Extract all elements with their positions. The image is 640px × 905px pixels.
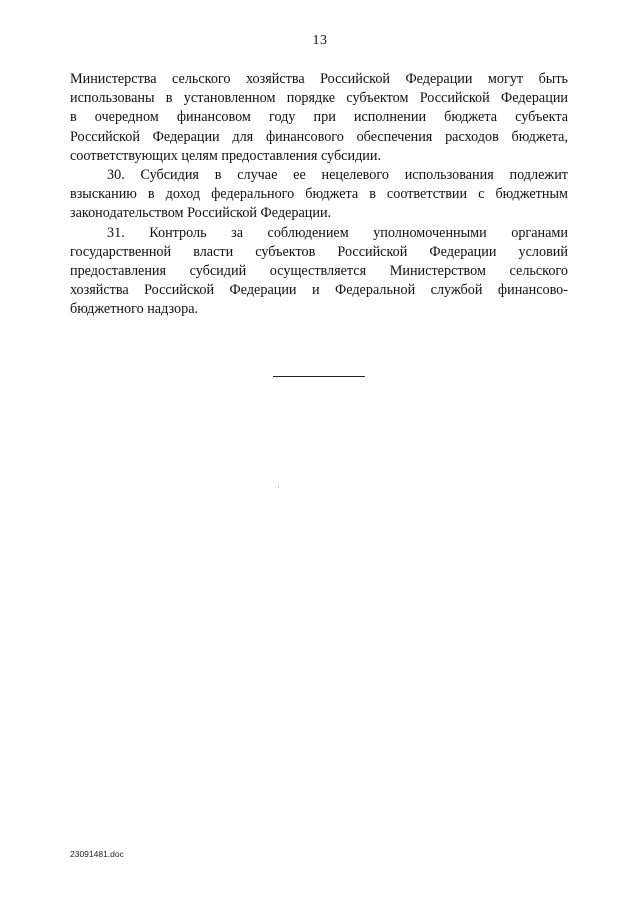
end-separator-line xyxy=(273,376,365,377)
text-line: 31. Контроль за соблюдением уполномоченными органами xyxy=(107,224,568,241)
paragraph-30 xyxy=(70,166,568,224)
text-line: Российской Федерации для финансового обеспечения расходов бюджета, xyxy=(70,128,568,145)
footer-file-code: 23091481.doc xyxy=(70,849,124,859)
text-line: бюджетного надзора. xyxy=(70,301,199,318)
text-line: предоставления субсидий осуществляется Министерством сельского xyxy=(70,262,568,279)
scan-speck xyxy=(278,486,279,488)
text-line: законодательством Российской Федерации. xyxy=(70,205,332,222)
text-line: государственной власти субъектов Российской Федерации условий xyxy=(70,243,568,260)
document-body xyxy=(70,70,568,319)
page-number: 13 xyxy=(312,33,328,48)
text-line: взысканию в доход федерального бюджета в соответствии с бюджетным xyxy=(70,186,568,203)
text-line: использованы в установленном порядке субъектом Российской Федерации xyxy=(70,90,568,107)
text-line: соответствующих целям предоставления субсидии. xyxy=(70,147,382,164)
text-line: в очередном финансовом году при исполнении бюджета субъекта xyxy=(70,109,568,126)
text-line: Министерства сельского хозяйства Российской Федерации могут быть xyxy=(70,71,568,87)
paragraph-continuation xyxy=(70,70,568,166)
text-line: хозяйства Российской Федерации и Федеральной службой финансово- xyxy=(70,282,568,299)
paragraph-31 xyxy=(70,224,568,320)
text-line: 30. Субсидия в случае ее нецелевого использования подлежит xyxy=(107,166,568,183)
